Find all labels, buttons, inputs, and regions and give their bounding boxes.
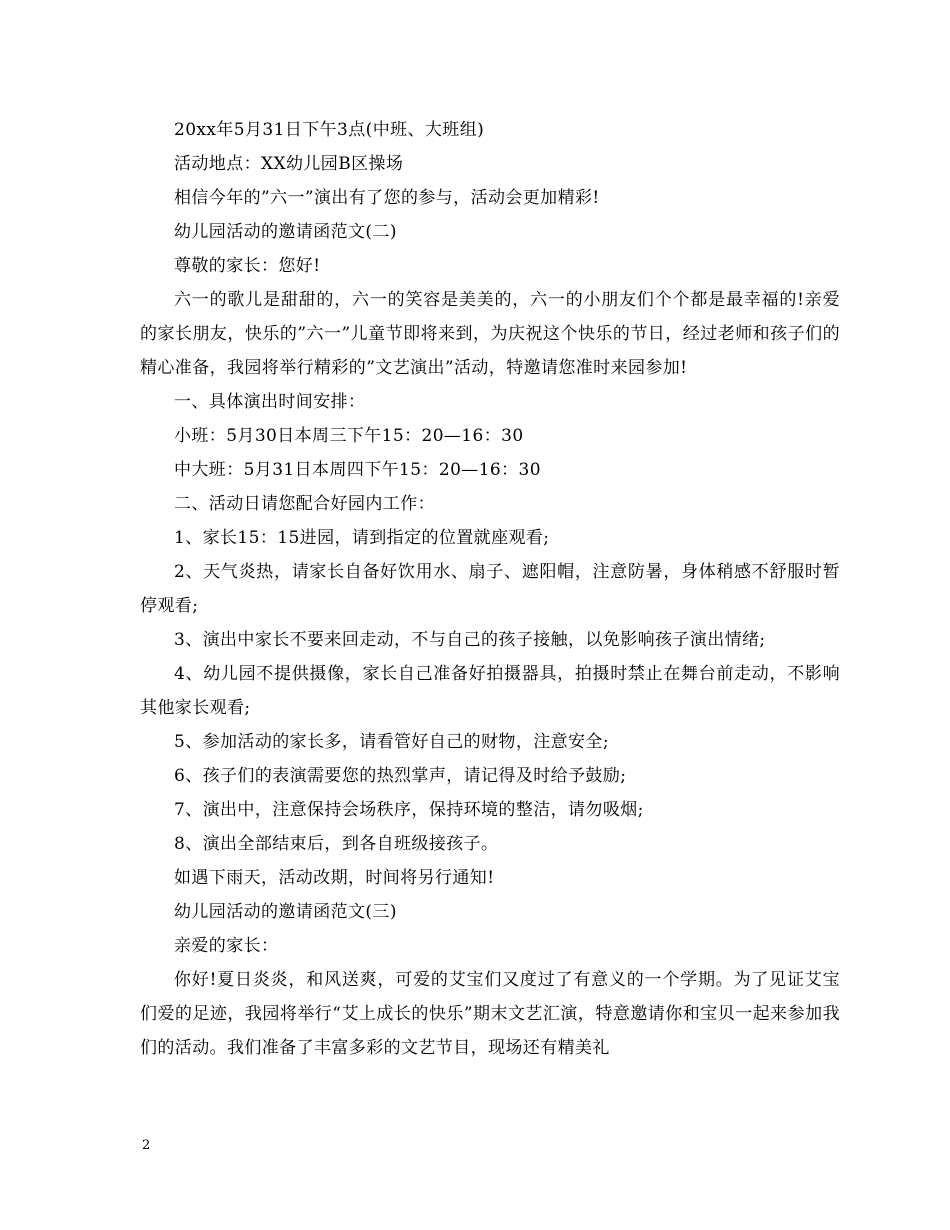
list-item: 8、演出全部结束后，到各自班级接孩子。 [174,834,499,854]
section-heading-two: 幼儿园活动的邀请函范文(二) [174,222,397,242]
document-body [140,113,840,1065]
paragraph-closing-remark: 相信今年的”六一”演出有了您的参与，活动会更加精彩! [174,188,600,208]
list-item: 6、孩子们的表演需要您的热烈掌声，请记得及时给予鼓励; [174,766,627,786]
list-item: 2、天气炎热，请家长自备好饮用水、扇子、遮阳帽，注意防暑，身体稍感不舒服时暂停观看; [140,562,840,616]
paragraph-invitation-three-body: 你好!夏日炎炎，和风送爽，可爱的艾宝们又度过了有意义的一个学期。为了见证艾宝们爱的足迹，我园将举行“艾上成长的快乐”期末文艺汇演，特意邀请你和宝贝一起来参加我们的活动。我们准备了丰富多彩的文艺节目，现场还有精美礼 [140,970,840,1058]
salutation-three: 亲爱的家长： [174,936,279,956]
list-item: 5、参加活动的家长多，请看管好自己的财物，注意安全; [174,732,609,752]
list-item: 1、家长15：15进园，请到指定的位置就座观看; [174,528,550,548]
schedule-middle-large-class: 中大班：5月31日本周四下午15：20—16：30 [174,460,541,480]
paragraph-event-time: 20xx年5月31日下午3点(中班、大班组) [174,120,485,140]
page-number: 2 [142,1138,151,1153]
list-item: 3、演出中家长不要来回走动，不与自己的孩子接触，以免影响孩子演出情绪; [174,630,766,650]
paragraph-rain-notice: 如遇下雨天，活动改期，时间将另行通知! [174,868,495,888]
subheading-cooperation: 二、活动日请您配合好园内工作： [174,494,435,514]
section-heading-three: 幼儿园活动的邀请函范文(三) [174,902,397,922]
schedule-small-class: 小班：5月30日本周三下午15：20—16：30 [174,426,524,446]
paragraph-event-location: 活动地点：XX幼儿园B区操场 [174,154,404,174]
salutation-two: 尊敬的家长：您好! [174,256,321,276]
list-item: 7、演出中，注意保持会场秩序，保持环境的整洁，请勿吸烟; [174,800,644,820]
subheading-schedule: 一、具体演出时间安排： [174,392,366,412]
paragraph-invitation-body: 六一的歌儿是甜甜的，六一的笑容是美美的，六一的小朋友们个个都是最幸福的!亲爱的家长朋友，快乐的”六一”儿童节即将来到，为庆祝这个快乐的节日，经过老师和孩子们的精心准备，我园将举行精彩的”文艺演出”活动，特邀请您准时来园参加! [140,290,840,378]
list-item: 4、幼儿园不提供摄像，家长自己准备好拍摄器具，拍摄时禁止在舞台前走动，不影响其他家长观看; [140,664,840,718]
